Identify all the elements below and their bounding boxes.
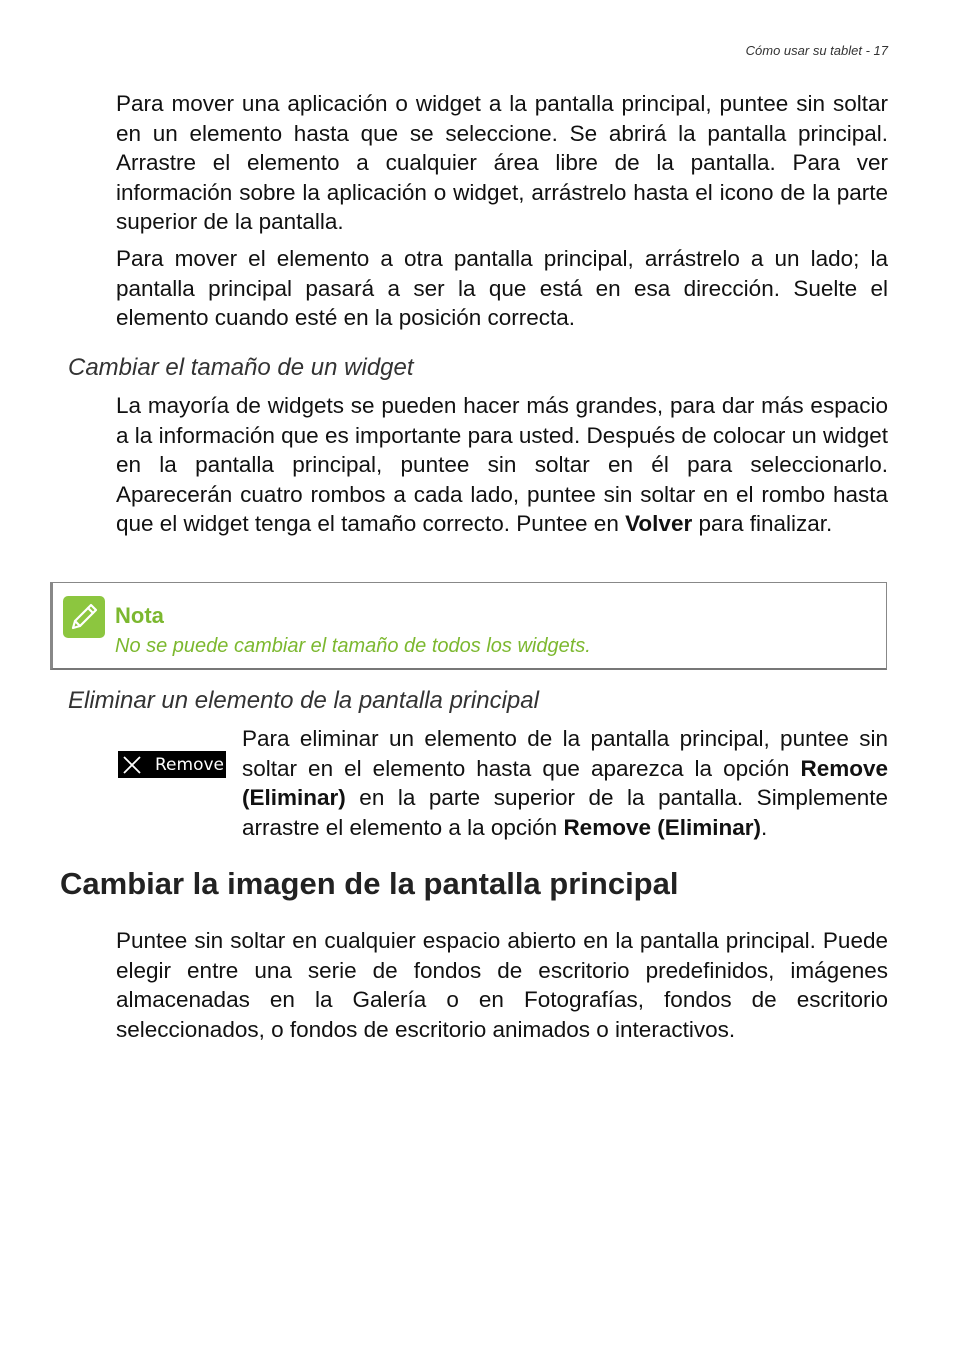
running-header: Cómo usar su tablet - 17 — [745, 43, 888, 58]
paragraph-move-other: Para mover el elemento a otra pantalla principal, arrástrelo a un lado; la pantalla principal pasará a ser la que está en esa dirección. Suelte el elemento cuando esté en la posición correcta. — [116, 246, 888, 331]
paragraph-wallpaper: Puntee sin soltar en cualquier espacio abierto en la pantalla principal. Puede elegir entre una serie de fondos de escritorio predefinidos, imágenes almacenadas en la Galería o en Fotografías, fondos de escritorio seleccionados, o fondos de escritorio animados o interactivos. — [116, 928, 888, 1042]
resize-text-end: para finalizar. — [692, 511, 833, 537]
paragraph-resize-widget — [116, 391, 888, 539]
note-box — [50, 582, 887, 670]
remove-text-middle: en la parte superior de la pantalla. Simplemente arrastre el elemento a la opción — [242, 785, 888, 840]
paragraph-remove-item — [242, 724, 888, 842]
remove-button-illustration — [118, 751, 226, 778]
paragraph-move-app: Para mover una aplicación o widget a la pantalla principal, puntee sin soltar en un elemento hasta que se seleccione. Se abrirá la pantalla principal. Arrastre el elemento a cualquier área libre de la pantalla. Para ver información sobre la aplicación o widget, arrástrelo hasta el icono de la parte superior de la pantalla. — [116, 91, 888, 235]
close-icon — [121, 754, 143, 776]
subheading-resize-widget: Cambiar el tamaño de un widget — [68, 354, 414, 381]
remove-text-start: Para eliminar un elemento de la pantalla principal, puntee sin soltar en el elemento hasta que aparezca la opción — [242, 726, 888, 781]
remove-keyword-1: Remove (Eliminar) — [242, 755, 888, 811]
section-heading-wallpaper: Cambiar la imagen de la pantalla principal — [60, 866, 679, 901]
volver-keyword: Volver — [625, 511, 693, 537]
pencil-icon — [63, 596, 105, 638]
resize-text-start: La mayoría de widgets se pueden hacer más grandes, para dar más espacio a la información que es importante para usted. Después de colocar un widget en la pantalla principal, puntee sin soltar en él para seleccionarlo. Aparecerán cuatro rombos a cada lado, puntee sin soltar en el rombo hasta que el widget tenga el tamaño correcto. Puntee en — [116, 393, 888, 537]
note-text: No se puede cambiar el tamaño de todos los widgets. — [115, 635, 591, 657]
note-title: Nota — [115, 603, 164, 628]
remove-text-end: . — [761, 814, 768, 840]
remove-label: Remove — [155, 754, 224, 775]
remove-keyword-2: Remove (Eliminar) — [563, 814, 761, 840]
subheading-remove-item: Eliminar un elemento de la pantalla principal — [68, 687, 539, 714]
